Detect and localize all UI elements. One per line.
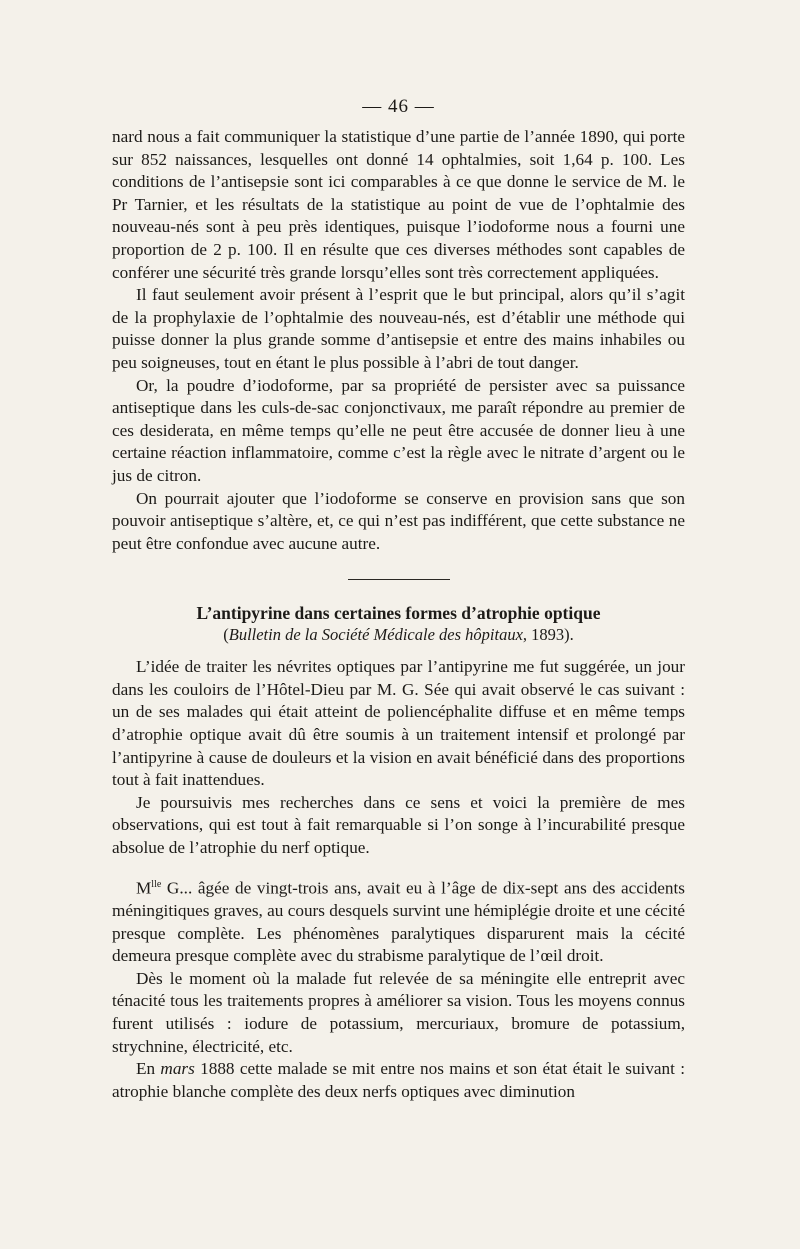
case-title-sup: lle xyxy=(151,878,162,890)
paragraph: On pourrait ajouter que l’iodoforme se conserve en provision sans que son pouvoir antiseptique s’altère, et, ce qui n’est pas indifférent, que cette substance ne peut être confondue avec aucune autre. xyxy=(112,488,685,553)
section-title: L’antipyrine dans certaines formes d’atrophie optique xyxy=(196,603,601,624)
case-last-text: 1888 cette malade se mit entre nos mains et son état était le suivant : atrophie blanche complète des deux nerfs optiques avec diminution xyxy=(112,1059,686,1101)
source-journal: Bulletin de la Société Médicale des hôpitaux xyxy=(228,625,523,645)
case-month: mars xyxy=(160,1059,195,1079)
case-paragraph: Dès le moment où la malade fut relevée de sa méningite elle entreprit avec ténacité tous les traitements propres à améliorer sa vision. Tous les moyens connus furent utilisés : iodure de potassium, mercuriaux, bromure de potassium, strychnine, électricité, etc. xyxy=(112,968,685,1056)
section-source xyxy=(112,624,685,646)
paragraph: Je poursuivis mes recherches dans ce sens et voici la première de mes observations, qui est tout à fait remarquable si l’on songe à l’incurabilité presque absolue de l’atrophie du nerf optique. xyxy=(112,792,685,858)
paragraph: L’idée de traiter les névrites optiques par l’antipyrine me fut suggérée, un jour dans les couloirs de l’Hôtel-Dieu par M. G. Sée qui avait observé le cas suivant : un de ses malades qui était atteint de poliencéphalite diffuse et en même temps d’atrophie optique avait dû être soumis à un traitement intensif et prolongé par l’antipyrine à cause de douleurs et la vision en avait bénéficié dans des proportions tout à fait inattendues. xyxy=(112,657,685,790)
source-open: ( xyxy=(223,625,229,645)
case-paragraph xyxy=(112,1058,685,1103)
case-report xyxy=(112,874,685,1104)
body-text-middle xyxy=(112,656,685,859)
spacer xyxy=(112,860,685,874)
case-first-text: G... âgée de vingt-trois ans, avait eu à l’âge de dix-sept ans des accidents méningitiques graves, au cours desquels survint une hémiplégie droite et une cécité presque complète. Les phénomènes paralytiques disparurent mais la cécité demeura presque complète avec du strabisme paralytique de l’œil droit. xyxy=(112,878,685,966)
paragraph: Il faut seulement avoir présent à l’esprit que le but principal, alors qu’il s’agit de la prophylaxie de l’ophtalmie des nouveau-nés, est d’établir une méthode qui puisse donner la plus grande somme d’antisepsie et entre des mains inhabiles ou peu soigneuses, tout en étant le plus possible à l’abri de tout danger. xyxy=(112,285,685,372)
paragraph: nard nous a fait communiquer la statistique d’une partie de l’année 1890, qui porte sur 852 naissances, lesquelles ont donné 14 ophtalmies, soit 1,64 p. 100. Les conditions de l’antisepsie sont ici comparables à ce que donne le service de M. le Pr Tarnier, et les résultats de la statistique au point de vue de l’ophtalmie des nouveau-nés sont à peu près identiques, puisque l’iodoforme nous a fourni une proportion de 2 p. 100. Il en résulte que ces diverses méthodes sont capables de conférer une sécurité très grande lorsqu’elles sont très correctement appliquées. xyxy=(112,127,685,282)
paragraph: Or, la poudre d’iodoforme, par sa propriété de persister avec sa puissance antiseptique dans les culs-de-sac conjonctivaux, me paraît répondre au premier de ces desiderata, en même temps qu’elle ne peut être accusée de donner lieu à une certaine réaction inflammatoire, comme c’est la règle avec le nitrate d’argent ou le jus de citron. xyxy=(112,375,685,485)
case-title-prefix: M xyxy=(136,878,152,898)
section-divider xyxy=(348,579,450,580)
case-paragraph xyxy=(112,874,685,968)
source-year: , 1893). xyxy=(522,625,574,645)
case-last-prefix: En xyxy=(136,1059,161,1079)
body-text-top xyxy=(112,126,685,555)
page-number: — 46 — xyxy=(362,96,435,117)
